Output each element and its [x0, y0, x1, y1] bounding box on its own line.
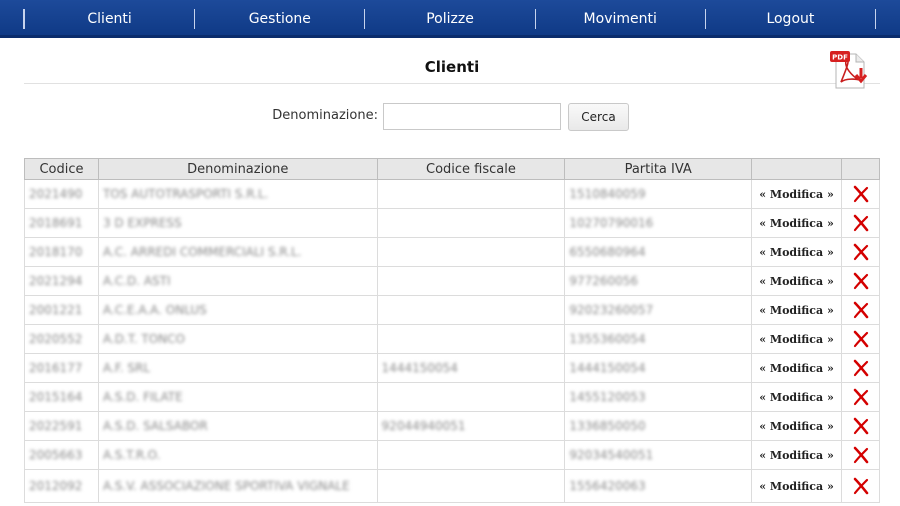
- header-partita-iva: Partita IVA: [565, 159, 752, 180]
- delete-x-icon: [852, 417, 870, 435]
- delete-x-icon: [852, 185, 870, 203]
- delete-button[interactable]: [842, 267, 880, 296]
- nav-item-polizze[interactable]: Polizze: [364, 9, 534, 29]
- cell-codice-fiscale: [377, 441, 565, 470]
- cell-denominazione: 3 D EXPRESS: [98, 209, 377, 238]
- clients-table: [24, 158, 880, 503]
- cell-partita-iva: 977260056: [565, 267, 752, 296]
- cell-codice: 2015164: [25, 383, 99, 412]
- nav-item-gestione[interactable]: Gestione: [194, 9, 364, 29]
- delete-x-icon: [852, 214, 870, 232]
- modifica-link[interactable]: « Modifica »: [752, 238, 842, 267]
- table-row: [25, 441, 880, 470]
- cell-codice: 2012092: [25, 470, 99, 503]
- cell-codice: 2001221: [25, 296, 99, 325]
- table-header-row: [25, 159, 880, 180]
- table-row: [25, 325, 880, 354]
- delete-button[interactable]: [842, 383, 880, 412]
- table-row: [25, 180, 880, 209]
- cell-partita-iva: 1510840059: [565, 180, 752, 209]
- cell-codice-fiscale: [377, 209, 565, 238]
- table-row: [25, 354, 880, 383]
- modifica-link[interactable]: « Modifica »: [752, 267, 842, 296]
- header-denominazione: Denominazione: [98, 159, 377, 180]
- delete-button[interactable]: [842, 238, 880, 267]
- delete-button[interactable]: [842, 412, 880, 441]
- cell-codice-fiscale: [377, 296, 565, 325]
- delete-x-icon: [852, 477, 870, 495]
- cell-denominazione: A.S.V. ASSOCIAZIONE SPORTIVA VIGNALE: [98, 470, 377, 503]
- delete-x-icon: [852, 388, 870, 406]
- cell-codice-fiscale: [377, 470, 565, 503]
- modifica-link[interactable]: « Modifica »: [752, 325, 842, 354]
- page-title: Clienti: [24, 58, 880, 84]
- cell-denominazione: A.S.D. SALSABOR: [98, 412, 377, 441]
- cell-partita-iva: 6550680964: [565, 238, 752, 267]
- cell-partita-iva: 92023260057: [565, 296, 752, 325]
- delete-button[interactable]: [842, 209, 880, 238]
- table-row: [25, 470, 880, 503]
- modifica-link[interactable]: « Modifica »: [752, 383, 842, 412]
- cell-codice-fiscale: [377, 383, 565, 412]
- delete-x-icon: [852, 446, 870, 464]
- modifica-link[interactable]: « Modifica »: [752, 296, 842, 325]
- cell-codice: 2016177: [25, 354, 99, 383]
- delete-button[interactable]: [842, 354, 880, 383]
- cell-denominazione: A.C.D. ASTI: [98, 267, 377, 296]
- cell-codice-fiscale: [377, 180, 565, 209]
- cell-partita-iva: 1556420063: [565, 470, 752, 503]
- table-row: [25, 267, 880, 296]
- cell-denominazione: A.C. ARREDI COMMERCIALI S.R.L.: [98, 238, 377, 267]
- nav-right-edge: [876, 9, 900, 29]
- nav-item-logout[interactable]: Logout: [705, 9, 876, 29]
- cell-denominazione: A.C.E.A.A. ONLUS: [98, 296, 377, 325]
- delete-button[interactable]: [842, 180, 880, 209]
- pdf-icon-label: PDF: [832, 53, 848, 62]
- nav-item-clienti[interactable]: Clienti: [24, 9, 194, 29]
- delete-x-icon: [852, 243, 870, 261]
- header-codice: Codice: [25, 159, 99, 180]
- delete-x-icon: [852, 301, 870, 319]
- table-row: [25, 238, 880, 267]
- cell-partita-iva: 1444150054: [565, 354, 752, 383]
- search-label: Denominazione:: [272, 108, 378, 123]
- cell-partita-iva: 10270790016: [565, 209, 752, 238]
- cell-partita-iva: 1355360054: [565, 325, 752, 354]
- search-button[interactable]: Cerca: [568, 103, 629, 131]
- table-row: [25, 209, 880, 238]
- cell-partita-iva: 1336850050: [565, 412, 752, 441]
- header-codice-fiscale: Codice fiscale: [377, 159, 565, 180]
- delete-button[interactable]: [842, 441, 880, 470]
- modifica-link[interactable]: « Modifica »: [752, 180, 842, 209]
- nav-left-edge: [0, 9, 24, 29]
- header-delete: [842, 159, 880, 180]
- cell-denominazione: A.S.T.R.O.: [98, 441, 377, 470]
- cell-codice: 2005663: [25, 441, 99, 470]
- cell-codice-fiscale: 1444150054: [377, 354, 565, 383]
- cell-denominazione: A.S.D. FILATE: [98, 383, 377, 412]
- modifica-link[interactable]: « Modifica »: [752, 470, 842, 503]
- cell-partita-iva: 1455120053: [565, 383, 752, 412]
- delete-x-icon: [852, 272, 870, 290]
- cell-denominazione: A.F. SRL: [98, 354, 377, 383]
- delete-button[interactable]: [842, 296, 880, 325]
- cell-codice: 2018691: [25, 209, 99, 238]
- table-row: [25, 412, 880, 441]
- modifica-link[interactable]: « Modifica »: [752, 412, 842, 441]
- modifica-link[interactable]: « Modifica »: [752, 209, 842, 238]
- cell-denominazione: TOS AUTOTRASPORTI S.R.L.: [98, 180, 377, 209]
- cell-codice-fiscale: [377, 238, 565, 267]
- cell-partita-iva: 92034540051: [565, 441, 752, 470]
- cell-codice: 2021490: [25, 180, 99, 209]
- pdf-export-icon[interactable]: [826, 48, 872, 90]
- cell-codice: 2021294: [25, 267, 99, 296]
- delete-x-icon: [852, 359, 870, 377]
- delete-button[interactable]: [842, 470, 880, 503]
- delete-button[interactable]: [842, 325, 880, 354]
- cell-codice: 2018170: [25, 238, 99, 267]
- cell-codice-fiscale: 92044940051: [377, 412, 565, 441]
- nav-item-movimenti[interactable]: Movimenti: [535, 9, 705, 29]
- cell-denominazione: A.D.T. TONCO: [98, 325, 377, 354]
- delete-x-icon: [852, 330, 870, 348]
- cell-codice-fiscale: [377, 325, 565, 354]
- table-row: [25, 296, 880, 325]
- cell-codice: 2022591: [25, 412, 99, 441]
- cell-codice-fiscale: [377, 267, 565, 296]
- modifica-link[interactable]: « Modifica »: [752, 354, 842, 383]
- header-action: [752, 159, 842, 180]
- modifica-link[interactable]: « Modifica »: [752, 441, 842, 470]
- top-navigation-bar: [0, 0, 900, 38]
- denominazione-search-input[interactable]: [383, 103, 561, 130]
- table-row: [25, 383, 880, 412]
- cell-codice: 2020552: [25, 325, 99, 354]
